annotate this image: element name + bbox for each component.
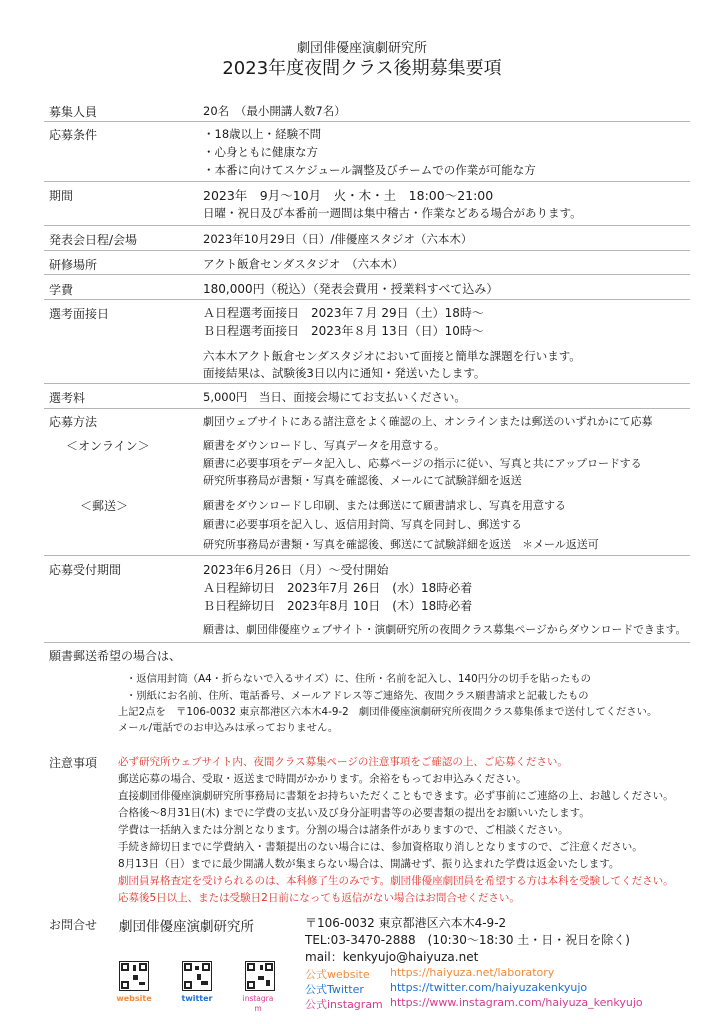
conditions-line: ・心身ともに健康な方 (203, 145, 318, 159)
online-label: ＜オンライン＞ (66, 439, 150, 453)
divider (44, 408, 690, 409)
notice-line: 手続き締切日までに学費納入・書類提出のない場合には、参加資格取り消しとなりますので、ご注意ください。 (118, 841, 643, 853)
selection-fee-value: 5,000円 当日、面接会場にてお支払いください。 (203, 390, 466, 404)
postal-line: メール/電話でのお申込みは承っておりません。 (118, 722, 339, 734)
twitter-link-label: 公式Twitter (305, 983, 364, 996)
interview-line: Ａ日程選考面接日 2023年７月 29日（土）18時～ (203, 306, 484, 320)
notice-line: 8月13日（日）までに最少開講人数が集まらない場合は、開講せず、振り込まれた学費は返金いたします。 (118, 858, 620, 870)
website-qr-icon[interactable] (119, 961, 149, 991)
deadline-line: 2023年6月26日（月）～受付開始 (203, 563, 389, 577)
twitter-qr-icon[interactable] (182, 961, 212, 991)
interview-note: 六本木アクト飯倉センダスタジオにおいて面接と簡単な課題を行います。 (203, 349, 581, 363)
fee-label: 学費 (49, 283, 74, 297)
method-value: 劇団ウェブサイトにある諸注意をよく確認の上、オンラインまたは郵送のいずれかにて応募 (203, 415, 653, 428)
contact-mail[interactable]: mail：kenkyujo@haiyuza.net (305, 950, 479, 964)
notice-red-line: 応募後5日以上、または受験日2日前になっても返信がない場合はお問合せください。 (118, 892, 520, 904)
instagram-qr-icon[interactable] (245, 961, 275, 991)
divider (44, 250, 690, 251)
website-link[interactable]: https://haiyuza.net/laboratory (390, 966, 555, 979)
conditions-line: ・18歳以上・経験不問 (203, 127, 322, 141)
interview-label: 選考面接日 (49, 307, 110, 321)
conditions-line: ・本番に向けてスケジュール調整及びチームでの作業が可能な方 (203, 163, 536, 177)
instagram-link-label: 公式instagram (305, 998, 383, 1011)
notice-line: 合格後～8月31日(木) までに学費の支払い及び身分証明書等の必要書類の提出をお願いいたします。 (118, 807, 590, 819)
interview-note: 面接結果は、試験後3日以内に通知・発送いたします。 (203, 366, 486, 380)
org-name: 劇団俳優座演劇研究所 (296, 41, 427, 56)
website-link-label: 公式website (305, 968, 370, 981)
show-label: 発表会日程/会場 (49, 233, 138, 247)
period-label: 期間 (49, 189, 74, 203)
deadline-label: 応募受付期間 (49, 563, 122, 577)
notice-label: 注意事項 (49, 756, 98, 770)
postal-heading: 願書郵送希望の場合は、 (49, 649, 182, 663)
divider (44, 555, 690, 556)
contact-tel: TEL:03-3470-2888 (10:30～18:30 土・日・祝日を除く) (305, 933, 630, 947)
period-line: 2023年 9月～10月 火・木・土 18:00～21:00 (203, 188, 494, 203)
interview-line: Ｂ日程選考面接日 2023年８月 13日（日）10時～ (203, 324, 484, 338)
website-qr-label: website (116, 994, 152, 1003)
postal-line: 上記2点を 〒106-0032 東京都港区六本木4-9-2 劇団俳優座演劇研究所夜間クラス募集係まで送付してください。 (118, 706, 658, 718)
contact-address: 〒106-0032 東京都港区六本木4-9-2 (305, 916, 507, 930)
contact-label: お問合せ (49, 918, 98, 932)
page-title: 2023年度夜間クラス後期募集要項 (222, 58, 502, 79)
selection-fee-label: 選考料 (49, 391, 86, 405)
deadline-line: Ｂ日程締切日 2023年8月 10日 (木）18時必着 (203, 599, 473, 613)
postal-line: ・返信用封筒（A4・折らないで入るサイズ）に、住所・名前を記入し、140円分の切手を貼ったもの (126, 673, 591, 685)
deadline-line: Ａ日程締切日 2023年7月 26日 (水）18時必着 (203, 581, 473, 595)
notice-first: 必ず研究所ウェブサイト内、夜間クラス募集ページの注意事項をご確認の上、ご応募ください。 (118, 756, 568, 768)
mail-line: 研究所事務局が書類・写真を確認後、郵送にて試験詳細を返送 ＊メール返送可 (203, 538, 599, 551)
method-label: 応募方法 (49, 415, 98, 429)
online-line: 研究所事務局が書類・写真を確認後、メールにて試験詳細を返送 (203, 474, 522, 487)
mail-line: 願書に必要事項を記入し、返信用封筒、写真を同封し、郵送する (203, 518, 522, 531)
notice-line: 直接劇団俳優座演劇研究所事務局に書類をお持ちいただくこともできます。必ず事前にご連絡の上、お越しください。 (118, 790, 674, 802)
mail-label: ＜郵送＞ (80, 499, 129, 513)
deadline-note: 願書は、劇団俳優座ウェブサイト・演劇研究所の夜間クラス募集ページからダウンロードできます。 (203, 623, 687, 636)
instagram-link[interactable]: https://www.instagram.com/haiyuza_kenkyujo (390, 996, 643, 1009)
venue-value: アクト飯倉センダスタジオ （六本木） (203, 257, 404, 271)
contact-org: 劇団俳優座演劇研究所 (119, 919, 254, 935)
divider (44, 383, 690, 384)
divider (44, 274, 690, 275)
period-line: 日曜・祝日及び本番前一週間は集中稽古・作業などある場合があります。 (203, 206, 582, 220)
online-line: 願書をダウンロードし、写真データを用意する。 (203, 439, 445, 452)
capacity-label: 募集人員 (49, 105, 98, 119)
conditions-label: 応募条件 (49, 128, 98, 142)
notice-line: 郵送応募の場合、受取・返送まで時間がかかります。余裕をもってお申込みください。 (118, 773, 527, 785)
postal-line: ・別紙にお名前、住所、電話番号、メールアドレス等ご連絡先、夜間クラス願書請求と記載したもの (126, 690, 589, 702)
online-line: 願書に必要事項をデータ記入し、応募ページの指示に従い、写真と共にアップロードする (203, 457, 642, 470)
venue-label: 研修場所 (49, 258, 98, 272)
divider (44, 299, 690, 300)
mail-line: 願書をダウンロードし印刷、または郵送にて願書請求し、写真を用意する (203, 499, 566, 512)
divider (44, 642, 690, 643)
divider (44, 121, 690, 122)
twitter-link[interactable]: https://twitter.com/haiyuzakenkyujo (390, 981, 588, 994)
twitter-qr-label: twitter (181, 994, 213, 1003)
fee-value: 180,000円（税込）（発表会費用・授業料すべて込み） (203, 282, 499, 296)
capacity-value: 20名 （最小開講人数7名） (203, 104, 346, 118)
divider (44, 181, 690, 182)
notice-red-line: 劇団員昇格査定を受けられるのは、本科修了生のみです。劇団俳優座劇団員を希望する方は本科を受験してください。 (118, 875, 674, 887)
show-value: 2023年10月29日（日）/俳優座スタジオ（六本木） (203, 232, 473, 246)
instagram-qr-label: instagra m (242, 994, 274, 1013)
divider (44, 225, 690, 226)
notice-line: 学費は一括納入または分割となります。分割の場合は諸条件がありますので、ご相談ください。 (118, 824, 569, 836)
